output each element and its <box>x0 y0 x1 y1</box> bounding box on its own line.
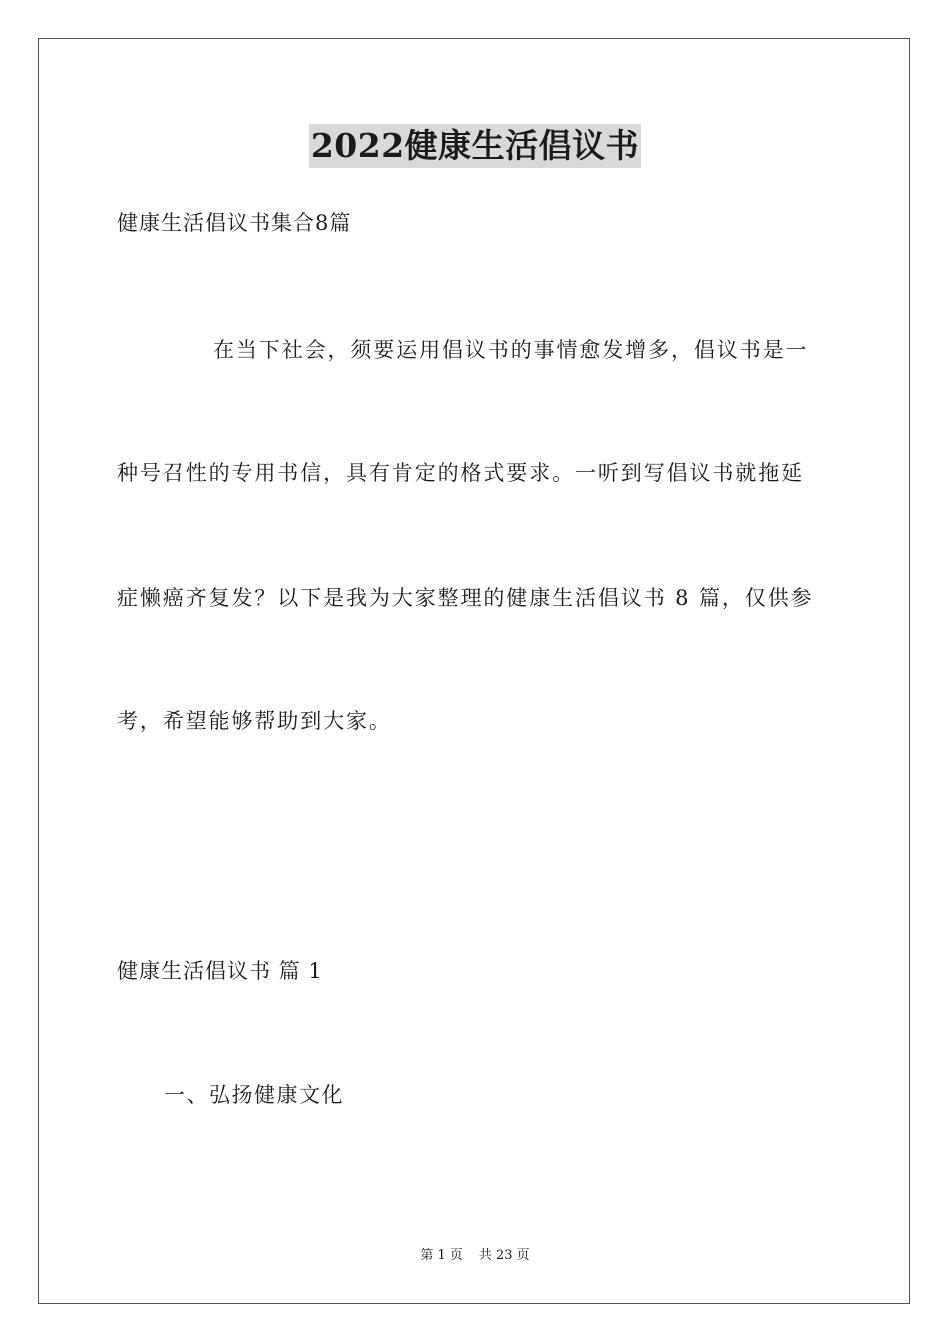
page-footer <box>0 1247 950 1265</box>
document-title: 2022健康生活倡议书 <box>309 124 641 168</box>
paragraph-line: 考，希望能够帮助到大家。 <box>117 709 392 733</box>
paragraph-line: 种号召性的专用书信，具有肯定的格式要求。一听到写倡议书就拖延 <box>117 461 804 485</box>
section-heading: 健康生活倡议书 篇 1 <box>117 959 323 983</box>
page-total: 共 23 页 <box>478 1248 530 1263</box>
page-number: 第 1 页 <box>420 1248 463 1263</box>
title-container <box>0 124 950 168</box>
sub-heading: 一、弘扬健康文化 <box>164 1083 344 1107</box>
paragraph-line: 症懒癌齐复发？以下是我为大家整理的健康生活倡议书 8 篇，仅供参 <box>117 586 814 610</box>
document-subtitle: 健康生活倡议书集合8篇 <box>117 211 352 235</box>
paragraph-line: 在当下社会，须要运用倡议书的事情愈发增多，倡议书是一 <box>213 338 809 362</box>
